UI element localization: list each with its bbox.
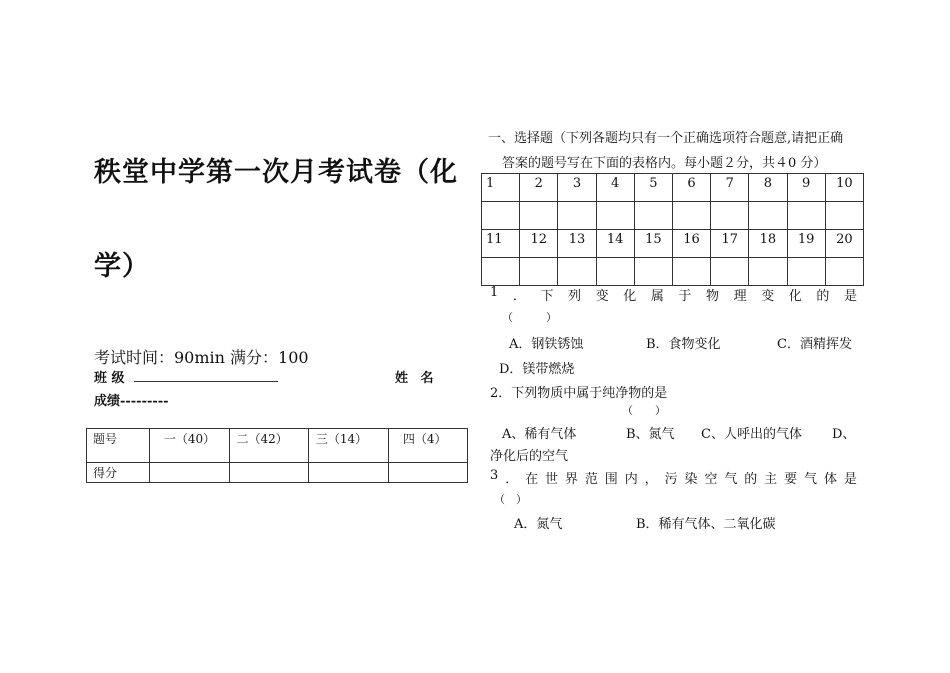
answer-cell[interactable] (596, 202, 634, 230)
class-field[interactable] (134, 381, 278, 382)
score-header-cell: 二（42） (229, 429, 308, 463)
answer-cell[interactable] (787, 258, 825, 286)
answer-number: 13 (558, 230, 596, 258)
answer-number: 14 (596, 230, 634, 258)
answer-number: 4 (596, 174, 634, 202)
question-3-option-a: A．氮气 (514, 517, 563, 532)
answer-number: 20 (825, 230, 863, 258)
answer-cell[interactable] (749, 202, 787, 230)
score-cell[interactable] (150, 463, 229, 483)
exam-info: 考试时间：90min 满分：100 (94, 348, 309, 367)
answer-number: 2 (520, 174, 558, 202)
question-1-option-a: A．钢铁锈蚀 (509, 337, 584, 352)
answer-number: 19 (787, 230, 825, 258)
score-row-label: 得分 (87, 463, 150, 483)
answer-number: 12 (520, 230, 558, 258)
answer-number: 16 (672, 230, 710, 258)
score-table (86, 428, 468, 483)
question-1-option-c: C．酒精挥发 (777, 337, 852, 352)
score-header-cell: 一（40） (150, 429, 229, 463)
question-1-option-b: B．食物变化 (646, 337, 721, 352)
score-header-cell: 三（14） (309, 429, 388, 463)
answer-number: 8 (749, 174, 787, 202)
question-3-stem: 3 ． 在 世 界 范 围 内 ， 污 染 空 气 的 主 要 气 体 是 (490, 468, 857, 487)
page-title-line1: 秩堂中学第一次月考试卷（化 (94, 157, 458, 188)
page-title-line2: 学） (94, 251, 150, 282)
question-2-option-d-text: 净化后的空气 (490, 449, 569, 464)
score-cell[interactable] (388, 463, 467, 483)
answer-cell[interactable] (482, 258, 520, 286)
answer-cell[interactable] (787, 202, 825, 230)
answer-number: 9 (787, 174, 825, 202)
answer-number: 5 (634, 174, 672, 202)
answer-cell[interactable] (672, 258, 710, 286)
answer-cell[interactable] (825, 258, 863, 286)
answer-number: 7 (711, 174, 749, 202)
answer-number: 15 (634, 230, 672, 258)
question-3-option-b: B．稀有气体、二氧化碳 (636, 517, 776, 532)
answer-number: 18 (749, 230, 787, 258)
question-3-answer-blank: （ ） (494, 493, 527, 506)
answer-number: 6 (672, 174, 710, 202)
answer-cell[interactable] (520, 202, 558, 230)
section1-instruction-line1: 一、选择题（下列各题均只有一个正确选项符合题意,请把正确 (488, 131, 844, 146)
question-2-option-b: B、氮气 (626, 427, 675, 442)
question-1-answer-blank: （ ） (502, 311, 557, 324)
question-2-option-a: A、稀有气体 (502, 427, 577, 442)
answer-number: 17 (711, 230, 749, 258)
answer-cell[interactable] (482, 202, 520, 230)
answer-cell[interactable] (558, 258, 596, 286)
answer-cell[interactable] (634, 202, 672, 230)
score-header-cell: 题号 (87, 429, 150, 463)
score-cell[interactable] (229, 463, 308, 483)
question-1-option-d: D．镁带燃烧 (499, 362, 575, 377)
score-header-cell: 四（4） (388, 429, 467, 463)
score-label: 成绩--------- (94, 394, 169, 409)
answer-cell[interactable] (596, 258, 634, 286)
question-2-stem: 2．下列物质中属于纯净物的是 (490, 386, 668, 401)
answer-number: 1 (482, 174, 520, 202)
answer-cell[interactable] (749, 258, 787, 286)
answer-number: 3 (558, 174, 596, 202)
answer-cell[interactable] (520, 258, 558, 286)
section1-instruction-line2: 答案的题号写在下面的表格内。每小题２分，共４0 分） (502, 156, 827, 171)
answer-cell[interactable] (558, 202, 596, 230)
answer-number: 11 (482, 230, 520, 258)
answer-cell[interactable] (711, 258, 749, 286)
answer-number: 10 (825, 174, 863, 202)
name-label: 姓 名 (395, 371, 438, 386)
answer-cell[interactable] (672, 202, 710, 230)
answer-cell[interactable] (711, 202, 749, 230)
class-label: 班 级 (94, 371, 125, 386)
question-2-option-c: C、人呼出的气体 (701, 427, 802, 442)
score-cell[interactable] (309, 463, 388, 483)
question-1-stem: 1 ． 下 列 变 化 属 于 物 理 变 化 的 是 (490, 285, 857, 304)
question-2-option-d: D、 (832, 427, 856, 442)
answer-cell[interactable] (634, 258, 672, 286)
answer-cell[interactable] (825, 202, 863, 230)
question-2-answer-blank: （ ） (622, 404, 666, 417)
answer-grid (481, 173, 864, 286)
